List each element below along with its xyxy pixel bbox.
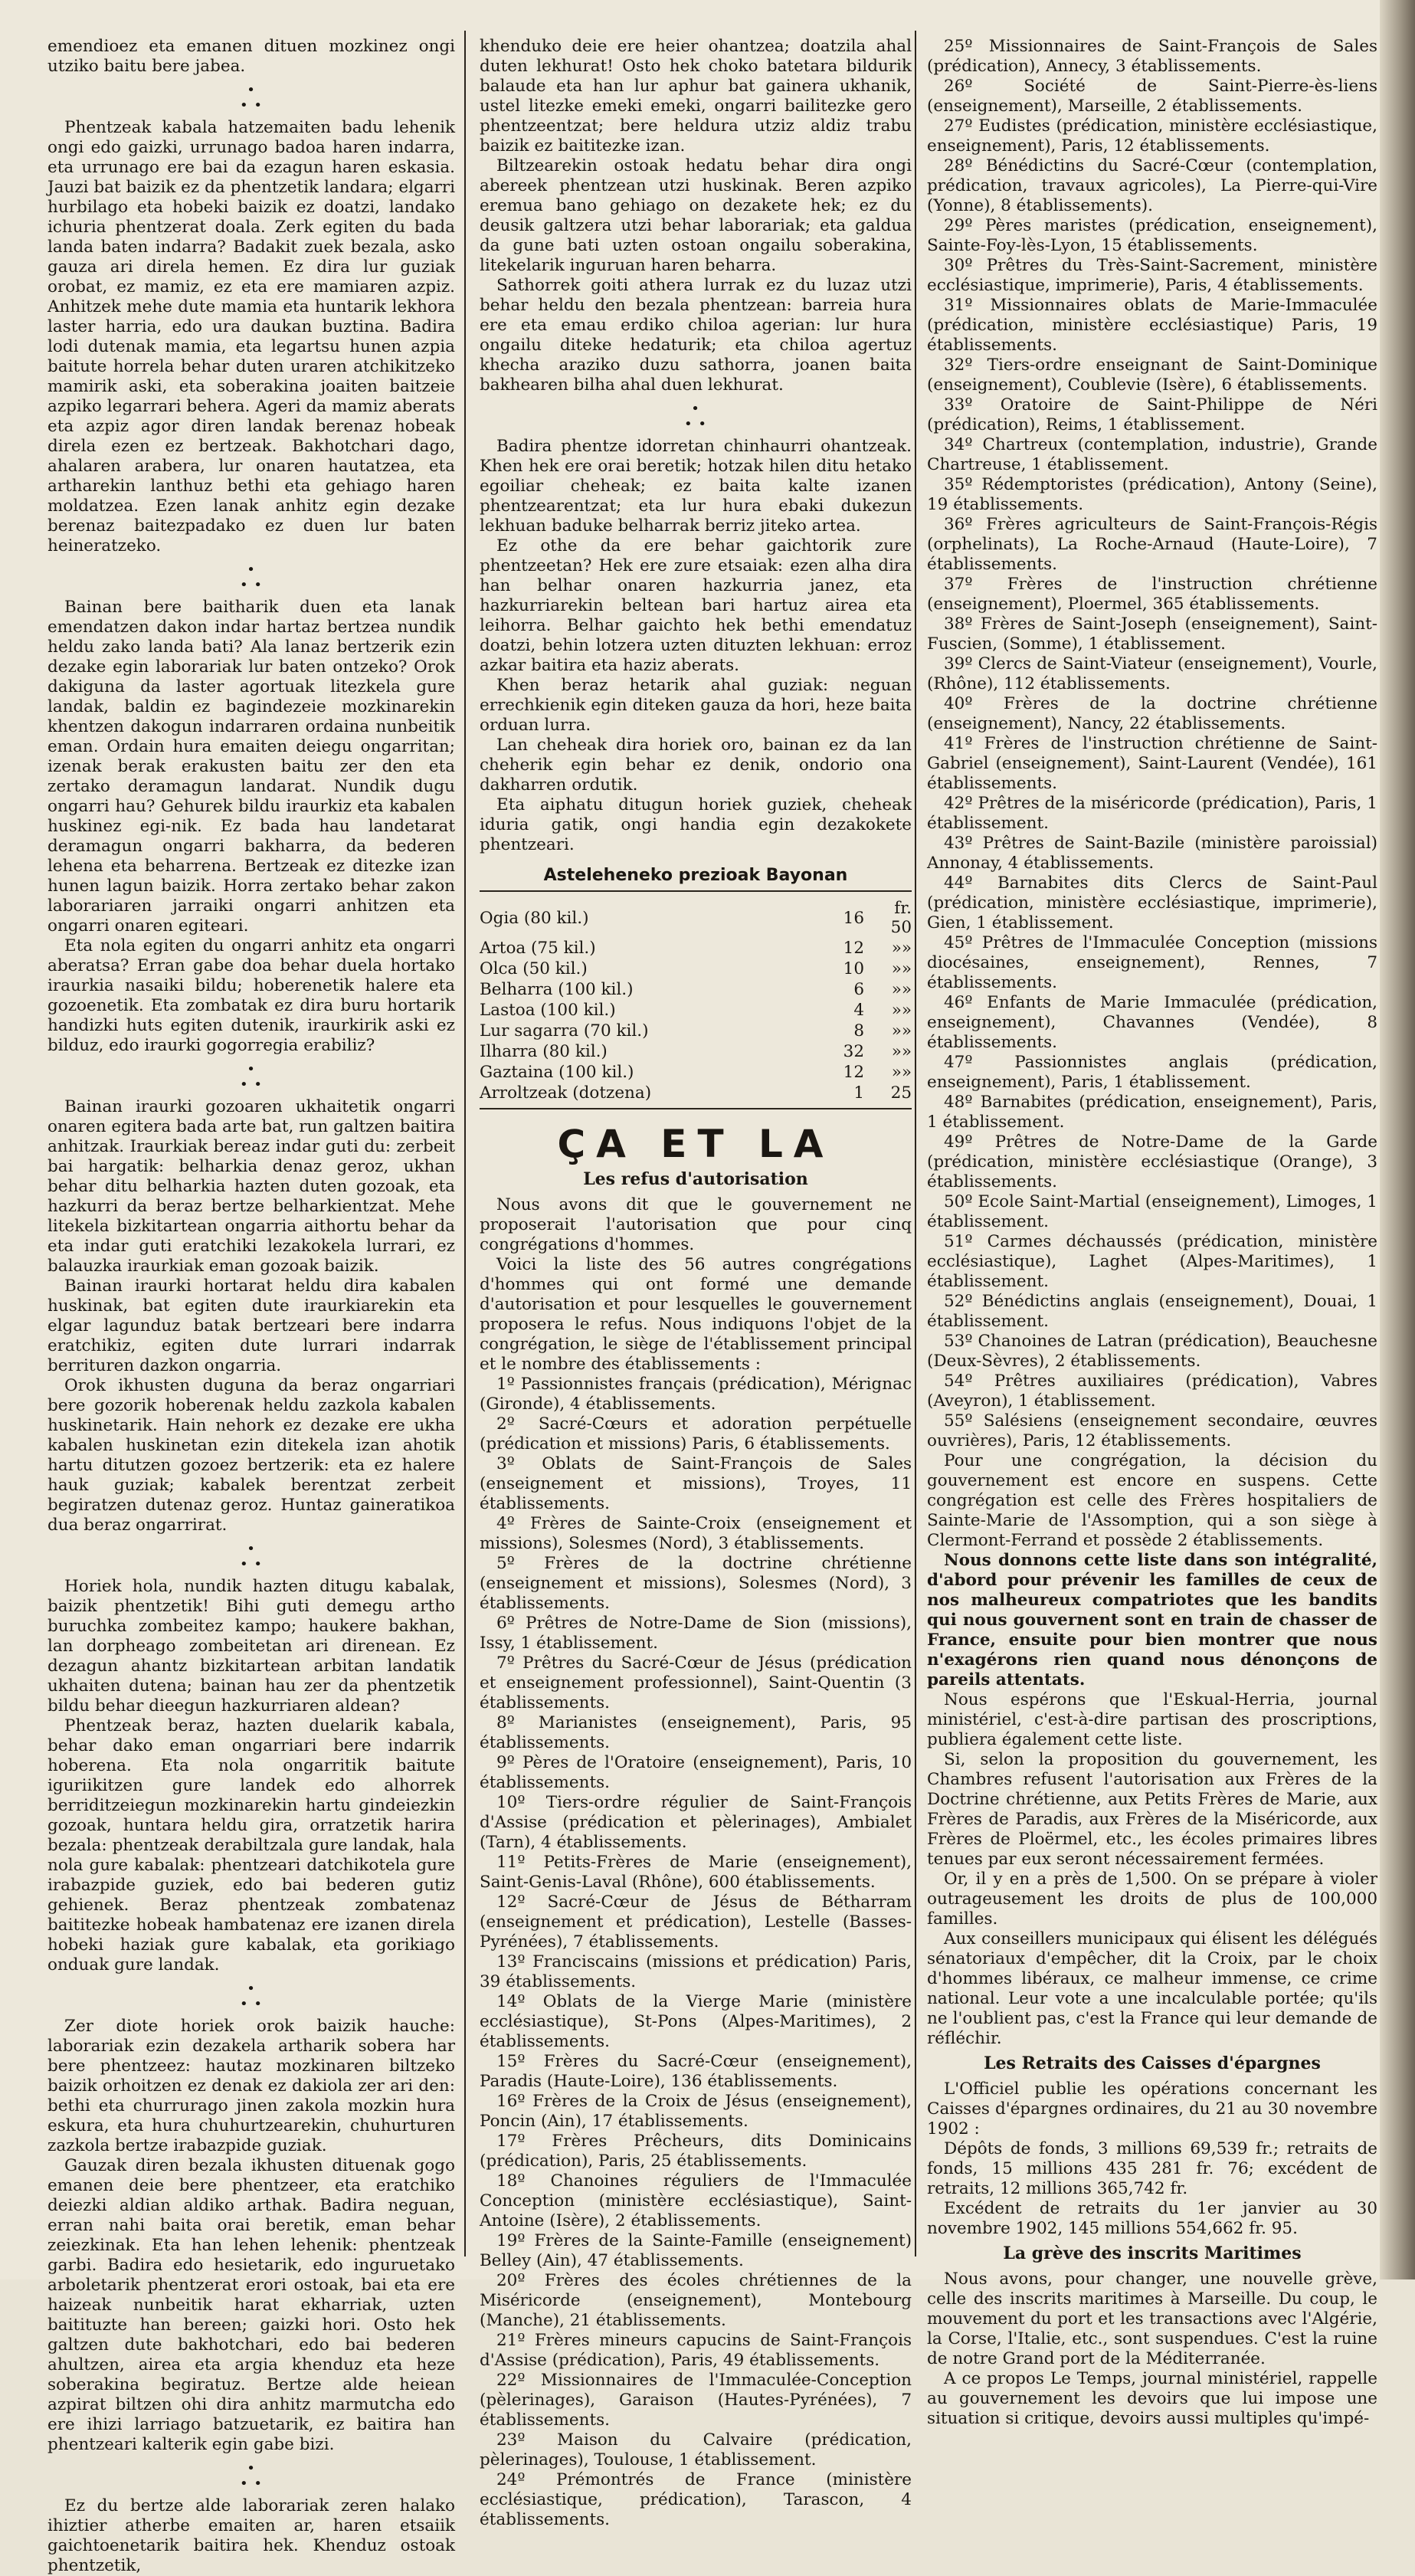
article-paragraph: Or, il y en a près de 1,500. On se prépare à violer outrageusement les droits de plus de 100,000 familles. bbox=[927, 1870, 1377, 1929]
price-unit: »» bbox=[891, 1042, 912, 1061]
congregation-item: 19º Frères de la Sainte-Famille (enseignement) Belley (Ain), 47 établissements. bbox=[480, 2231, 912, 2270]
congregation-item: 9º Pères de l'Oratoire (enseignement), Paris, 10 établissements. bbox=[480, 1753, 912, 1792]
section-ornament: • • • bbox=[240, 82, 263, 113]
price-item: Artoa (75 kil.) bbox=[480, 939, 596, 958]
article-heading: Les Retraits des Caisses d'épargnes bbox=[984, 2053, 1321, 2073]
congregation-item: 27º Eudistes (prédication, ministère ecclésiastique, enseignement), Paris, 12 établissements. bbox=[927, 116, 1377, 156]
price-unit: 25 bbox=[890, 1083, 912, 1103]
article-paragraph: Eta nola egiten du ongarri anhitz eta ongarri aberatsa? Erran gabe doa behar duela hortako iraurkia nasaiki bildu; hoberenetik halere eta gozoenetik. Eta zombatak ez dira buru hortarik handizki huts egiten dutenik, iraurkirik aski ez bilduz, edo iraurki gogorregia erabiliz? bbox=[47, 936, 455, 1055]
article-paragraph: Ez du bertze alde laborariak zeren halako ihiztier atherbe emaiten ar, haren etsaiik gaichtoenetarik baitira hek. Khenduz ostoak phentzetik, bbox=[47, 2496, 455, 2575]
article-paragraph: Gauzak diren bezala ikhusten dituenak gogo emanen deie bere phentzeer, eta eratchiko deiezki aldian aldiko arthak. Badira neguan, erran nahi baita orai beretik, eman behar zeiezkinak. Eta han lehen lehenik: phentzeak garbi. Badira edo hesietarik, edo inguruetako arboletarik phentzerat erori ostoak, bai eta ere haizeak nunbeitik harat ekharriak, uzten baitituzte han bereen; gaizki hori. Osto hek galtzen dute bakhotchari, edo bai bederen ahultzen, airea eta argia khenduz eta heze soberakina begiratuz. Bertze alde heiean azpirat biltzen ohi dira anhitz marmutcha edo ere ihizi larriago batzuetarik, ez baitira han phentzeari kalterik egin gabe bizi. bbox=[47, 2156, 455, 2454]
prices-heading: Asteleheneko prezioak Bayonan bbox=[480, 866, 912, 892]
congregation-item: 53º Chanoines de Latran (prédication), Beauchesne (Deux-Sèvres), 2 établissements. bbox=[927, 1332, 1377, 1371]
congregation-item: 17º Frères Prêcheurs, dits Dominicains (prédication), Paris, 25 établissements. bbox=[480, 2132, 912, 2171]
section-masthead: ÇA ET LA bbox=[557, 1122, 834, 1166]
price-row bbox=[480, 1021, 912, 1041]
price-unit: »» bbox=[891, 959, 912, 978]
price-row bbox=[480, 1041, 912, 1062]
price-value: 16 bbox=[843, 908, 864, 928]
prices-table bbox=[480, 898, 912, 1103]
article-paragraph: Lan cheheak dira horiek oro, bainan ez da lan cheherik egin behar ez denik, ondorio ona dakharren ordutik. bbox=[480, 736, 912, 795]
congregation-item: 21º Frères mineurs capucins de Saint-François d'Assise (prédication), Paris, 49 établissements. bbox=[480, 2331, 912, 2370]
price-value: 10 bbox=[843, 959, 864, 978]
column-rule-left bbox=[464, 31, 466, 2256]
article-paragraph: Pour une congrégation, la décision du gouvernement est encore en suspens. Cette congrégation est celle des Frères hospitaliers de Sainte-Marie de l'Assomption, qui a son siège à Clermont-Ferrand et possède 2 établissements. bbox=[927, 1451, 1377, 1550]
price-item: Ogia (80 kil.) bbox=[480, 908, 589, 928]
price-unit: fr. 50 bbox=[890, 899, 912, 937]
congregation-item: 51º Carmes déchaussés (prédication, ministère ecclésiastique), Laghet (Alpes-Maritimes), 1 établissement. bbox=[927, 1232, 1377, 1291]
price-item: Arroltzeak (dotzena) bbox=[480, 1083, 652, 1103]
article-paragraph: A ce propos Le Temps, journal ministériel, rappelle au gouvernement les devoirs que lui impose une situation si critique, devoirs aussi multiples qu'impé- bbox=[927, 2369, 1377, 2428]
price-item: Lur sagarra (70 kil.) bbox=[480, 1021, 649, 1041]
article-heading: Les refus d'autorisation bbox=[583, 1169, 808, 1189]
article-paragraph: Si, selon la proposition du gouvernement, les Chambres refusent l'autorisation aux Frères de la Doctrine chrétienne, aux Petits Frères de Marie, aux Frères de Paradis, aux Frères de la Miséricorde, aux Frères de Ploërmel, etc., les écoles primaires libres tenues par eux seront nécessairement fermées. bbox=[927, 1750, 1377, 1869]
congregation-item: 11º Petits-Frères de Marie (enseignement), Saint-Genis-Laval (Rhône), 600 établissements. bbox=[480, 1853, 912, 1892]
congregation-item: 31º Missionnaires oblats de Marie-Immaculée (prédication, ministère ecclésiastique) Paris, 19 établissements. bbox=[927, 296, 1377, 355]
congregation-item: 41º Frères de l'instruction chrétienne de Saint-Gabriel (enseignement), Saint-Laurent (Vendée), 161 établissements. bbox=[927, 734, 1377, 793]
article-paragraph: Voici la liste des 56 autres congrégations d'hommes qui ont formé une demande d'autorisation et pour lesquelles le gouvernement proposera le refus. Nous indiquons l'objet de la congrégation, le siège de l'établissement principal et le nombre des établissements : bbox=[480, 1255, 912, 1374]
article-paragraph: Phentzeak kabala hatzemaiten badu lehenik ongi edo gaizki, urrunago badoa haren indarra, eta urrunago ere bai da ezagun haren eskasia. Jauzi bat baizik ez da phentzetik landara; elgarri hurbilago eta hobeki baizik ez doatzi, landako ichuria phentzerat doala. Zerk egiten du bada landa baten indarra? Badakit zuek bezala, asko gauza ari direla hemen. Ez dira lur guziak orobat, ez mamiz, ez eta ere mamiaren azpiz. Anhitzek mehe dute mamia eta huntarik lekhora laster harria, edo ura daukan buztina. Badira lodi dutenak mamia, eta legartsu hunen azpia baitute horrela behar duten uraren atchikitzeko mamirik aski, eta soberakina joaiten baitzeie azpiko legarrari behera. Ageri da mamiz aberats eta azpiz agor diren landak berenaz hobeak direla ezen ez bertzeak. Bakhotchari dago, ahalaren arabera, lur onaren hautatzea, eta artharekin lanthuz bethi eta gehiago haren moldatzea. Ezen lanak anhitz egin dezake berenaz baitezpadako ez duen lur baten heineratzeko. bbox=[47, 118, 455, 556]
column-rule-right bbox=[915, 31, 916, 2256]
price-unit: »» bbox=[891, 1001, 912, 1020]
price-value: 32 bbox=[843, 1042, 864, 1061]
price-unit: »» bbox=[891, 1021, 912, 1041]
article-paragraph: Zer diote horiek orok baizik hauche: laborariak ezin dezakela artharik sobera har bere phentzeez: hautaz mozkinaren biltzeko baizik orhoitzen ez denak ez dakiola zer ari den: bethi eta churrurago jinen zakola mozkin hura eskura, eta hura chuhurtzearekin, chuhurturen zazkola bertze irabazpide guziak. bbox=[47, 2017, 455, 2155]
article-paragraph: emendioez eta emanen dituen mozkinez ongi utziko baitu bere jabea. bbox=[47, 37, 455, 76]
congregation-item: 32º Tiers-ordre enseignant de Saint-Dominique (enseignement), Coublevie (Isère), 6 établissements. bbox=[927, 356, 1377, 395]
article-paragraph: Bainan bere baitharik duen eta lanak emendatzen dakon indar hartaz bertzea nundik heldu zako landa bati? Ala lanaz bertzerik ezin dezake egin laborariak lur baten ontzeko? Orok dakiguna da laster agortuak litezkela gure landak, baldin ez bagindezeie mozkinarekin khentzen dakogun indarraren ordaina nunbeitik eman. Ordain hura emaiten deiegu ongarritan; izenak berak erakusten baitu zer den eta zertako deramagun landarat. Nundik dugu ongarri hau? Gehurek bildu iraurkiz eta kabalen huskinez egi-nik. Ez bada hau landetarat deramagun ongarri bakharra, da bederen lehena eta beharrena. Bertzeak ez ditezke izan hunen lagun baizik. Horra zertako behar zakon laborariaren jarraiki ongarri anhitzen eta ongarri onaren egiteari. bbox=[47, 598, 455, 936]
article-paragraph: Excédent de retraits du 1er janvier au 30 novembre 1902, 145 millions 554,662 fr. 95. bbox=[927, 2199, 1377, 2238]
article-paragraph: L'Officiel publie les opérations concernant les Caisses d'épargnes ordinaires, du 21 au 30 novembre 1902 : bbox=[927, 2079, 1377, 2138]
article-heading: La grève des inscrits Maritimes bbox=[1003, 2243, 1302, 2263]
column-basque-left bbox=[47, 37, 455, 2575]
congregation-item: 49º Prêtres de Notre-Dame de la Garde (prédication, ministère ecclésiastique (Orange), 3 établissements. bbox=[927, 1132, 1377, 1191]
congregation-item: 3º Oblats de Saint-François de Sales (enseignement et missions), Troyes, 11 établissements. bbox=[480, 1454, 912, 1513]
congregation-item: 22º Missionnaires de l'Immaculée-Conception (pèlerinages), Garaison (Hautes-Pyrénées), 7 établissements. bbox=[480, 2371, 912, 2430]
article-paragraph: Eta aiphatu ditugun horiek guziek, cheheak iduria gatik, ongi handia egin dezakokete phentzeari. bbox=[480, 795, 912, 854]
price-value: 8 bbox=[853, 1021, 864, 1041]
congregation-item: 36º Frères agriculteurs de Saint-François-Régis (orphelinats), La Roche-Arnaud (Haute-Loire), 7 établissements. bbox=[927, 515, 1377, 574]
congregation-item: 14º Oblats de la Vierge Marie (ministère ecclésiastique), St-Pons (Alpes-Maritimes), 2 établissements. bbox=[480, 1992, 912, 2051]
congregation-item: 44º Barnabites dits Clercs de Saint-Paul (prédication, ministère ecclésiastique, imprimerie), Gien, 1 établissement. bbox=[927, 873, 1377, 932]
congregation-item: 20º Frères des écoles chrétiennes de la Miséricorde (enseignement), Montebourg (Manche), 21 établissements. bbox=[480, 2271, 912, 2330]
article-paragraph: Horiek hola, nundik hazten ditugu kabalak, baizik phentzetik! Bihi guti demegu artho buruchka zombeitez kampo; haukere bakhan, lan dorpheago zombeitetan ari direnean. Ez dezagun ahantz bizkitartean arbitan landatik ukhaiten dutena; bainan hau zer da phentzetik bildu behar dieegun hazkurriaren aldean? bbox=[47, 1577, 455, 1716]
price-row bbox=[480, 1062, 912, 1083]
congregation-item: 46º Enfants de Marie Immaculée (prédication, enseignement), Chavannes (Vendée), 8 établissements. bbox=[927, 993, 1377, 1052]
congregation-item: 45º Prêtres de l'Immaculée Conception (missions diocésaines, enseignement), Rennes, 7 établissements. bbox=[927, 933, 1377, 992]
price-value: 12 bbox=[843, 1063, 864, 1082]
price-item: Ilharra (80 kil.) bbox=[480, 1042, 608, 1061]
price-row bbox=[480, 959, 912, 979]
congregation-item: 10º Tiers-ordre régulier de Saint-François d'Assise (prédication et pèlerinages), Ambialet (Tarn), 4 établissements. bbox=[480, 1793, 912, 1852]
congregation-item: 2º Sacré-Cœurs et adoration perpétuelle (prédication et missions) Paris, 6 établissements. bbox=[480, 1414, 912, 1454]
congregation-item: 42º Prêtres de la miséricorde (prédication), Paris, 1 établissement. bbox=[927, 794, 1377, 833]
article-paragraph: Orok ikhusten duguna da beraz ongarriari bere gozorik hoberenak heldu zazkola kabalen huskinetarik. Hain nehork ez dezake ere ukha kabalen huskinetan ezin ditekela izan ahotik hartu ditutzen gozoez bertzerik: eta ez halere hauk guziak; kabalek berentzat zerbeit begiratzen dutenaz geroz. Huntaz gaineratikoa dua beraz ongarrirat. bbox=[47, 1376, 455, 1535]
price-item: Lastoa (100 kil.) bbox=[480, 1001, 616, 1020]
section-ornament: • • • bbox=[240, 562, 263, 593]
section-ornament: • • • bbox=[240, 1061, 263, 1093]
congregation-item: 15º Frères du Sacré-Cœur (enseignement), Paradis (Haute-Loire), 136 établissements. bbox=[480, 2052, 912, 2091]
price-row bbox=[480, 898, 912, 938]
page-binding-edge bbox=[1380, 0, 1415, 2279]
price-unit: »» bbox=[891, 1063, 912, 1082]
congregation-item: 48º Barnabites (prédication, enseignement), Paris, 1 établissement. bbox=[927, 1093, 1377, 1132]
congregation-item: 18º Chanoines réguliers de l'Immaculée Conception (ministère ecclésiastique), Saint-Antoine (Isère), 2 établissements. bbox=[480, 2171, 912, 2230]
congregation-list bbox=[927, 37, 1377, 1451]
congregation-item: 35º Rédemptoristes (prédication), Antony (Seine), 19 établissements. bbox=[927, 475, 1377, 514]
article-paragraph: Sathorrek goiti athera lurrak ez du luzaz utzi behar heldu den bezala phentzean: barreia hura ere eta emau erdiko chiloa agerian: lur hura ongailu diteke hedaturik; eta chiloa agertuz khecha araziko duzu sathorra, joanen baita bakhearen bilha ahal duen lekhurat. bbox=[480, 276, 912, 395]
article-paragraph: Ez othe da ere behar gaichtorik zure phentzeetan? Hek ere zure etsaiak: ezen alha dira han belhar onaren hazkurria janez, eta hazkurriarekin beltean bari hartuz airea eta leihorra. Belhar gaichto hek bethi emendatuz doatzi, behin lotzera uzten dituzten lekhuan: erroz azkar baitira eta haziz aberats. bbox=[480, 536, 912, 675]
price-row bbox=[480, 1000, 912, 1021]
price-item: Belharra (100 kil.) bbox=[480, 980, 634, 999]
congregation-item: 4º Frères de Sainte-Croix (enseignement et missions), Solesmes (Nord), 3 établissements. bbox=[480, 1514, 912, 1553]
column-right bbox=[927, 37, 1377, 2428]
congregation-item: 50º Ecole Saint-Martial (enseignement), Limoges, 1 établissement. bbox=[927, 1192, 1377, 1231]
price-item: Gaztaina (100 kil.) bbox=[480, 1063, 634, 1082]
price-unit: »» bbox=[891, 980, 912, 999]
price-value: 12 bbox=[843, 939, 864, 958]
congregation-item: 7º Prêtres du Sacré-Cœur de Jésus (prédication et enseignement professionnel), Saint-Quentin (3 établissements. bbox=[480, 1653, 912, 1712]
congregation-item: 54º Prêtres auxiliaires (prédication), Vabres (Aveyron), 1 établissement. bbox=[927, 1372, 1377, 1411]
section-ornament: • • • bbox=[240, 1541, 263, 1572]
congregation-item: 26º Société de Saint-Pierre-ès-liens (enseignement), Marseille, 2 établissements. bbox=[927, 77, 1377, 116]
congregation-item: 34º Chartreux (contemplation, industrie), Grande Chartreuse, 1 établissement. bbox=[927, 435, 1377, 474]
congregation-item: 25º Missionnaires de Saint-François de Sales (prédication), Annecy, 3 établissements. bbox=[927, 37, 1377, 76]
article-paragraph: Aux conseillers municipaux qui élisent les délégués sénatoriaux d'empêcher, dit la Croix, par le choix d'hommes libéraux, ce malheur immense, ce crime national. Leur vote a une incalculable portée; qu'ils ne l'oublient pas, c'est la France qui leur demande de réfléchir. bbox=[927, 1929, 1377, 2048]
congregation-item: 23º Maison du Calvaire (prédication, pèlerinages), Toulouse, 1 établissement. bbox=[480, 2430, 912, 2469]
congregation-item: 5º Frères de la doctrine chrétienne (enseignement et missions), Solesmes (Nord), 3 établissements. bbox=[480, 1554, 912, 1613]
congregation-item: 39º Clercs de Saint-Viateur (enseignement), Vourle, (Rhône), 112 établissements. bbox=[927, 654, 1377, 693]
congregation-item: 28º Bénédictins du Sacré-Cœur (contemplation, prédication, travaux agricoles), La Pierre-qui-Vire (Yonne), 8 établissements). bbox=[927, 156, 1377, 215]
article-paragraph: Nous avons dit que le gouvernement ne proposerait l'autorisation que pour cinq congrégations d'hommes. bbox=[480, 1195, 912, 1254]
price-row bbox=[480, 938, 912, 959]
price-row bbox=[480, 979, 912, 1000]
section-ornament: • • • bbox=[684, 401, 707, 432]
price-item: Olca (50 kil.) bbox=[480, 959, 588, 978]
price-value: 6 bbox=[853, 980, 864, 999]
article-paragraph: khenduko deie ere heier ohantzea; doatzila ahal duten lekhurat! Osto hek choko batetara bildurik balaude eta han lur aphur bat gainera ukhanik, ustel litezke emeki emeki, ongarri bailitezke gero phentzeentzat; bere heldura utziz aldiz trabu baizik ez baititezke izan. bbox=[480, 37, 912, 156]
congregation-item: 55º Salésiens (enseignement secondaire, œuvres ouvrières), Paris, 12 établissements. bbox=[927, 1411, 1377, 1450]
congregation-item: 47º Passionnistes anglais (prédication, enseignement), Paris, 1 établissement. bbox=[927, 1053, 1377, 1092]
congregation-item: 52º Bénédictins anglais (enseignement), Douai, 1 établissement. bbox=[927, 1292, 1377, 1331]
congregation-item: 29º Pères maristes (prédication, enseignement), Sainte-Foy-lès-Lyon, 15 établissements. bbox=[927, 216, 1377, 255]
column-center bbox=[480, 37, 912, 2529]
congregation-item: 43º Prêtres de Saint-Bazile (ministère paroissial) Annonay, 4 établissements. bbox=[927, 834, 1377, 873]
article-paragraph: Khen beraz hetarik ahal guziak: neguan errechkienik egin diteken gauza da hori, heze baita orduan lurra. bbox=[480, 676, 912, 735]
congregation-item: 6º Prêtres de Notre-Dame de Sion (missions), Issy, 1 établissement. bbox=[480, 1614, 912, 1653]
congregation-item: 13º Franciscains (missions et prédication) Paris, 39 établissements. bbox=[480, 1952, 912, 1991]
article-paragraph: Badira phentze idorretan chinhaurri ohantzeak. Khen hek ere orai beretik; hotzak hilen ditu hetako egoiliar cheheak; ez baita kalte izanen phentzearentzat; eta lur hura ebaki dukezun lekhuan baduke belharrak berriz jiteko artea. bbox=[480, 437, 912, 536]
congregation-item: 40º Frères de la doctrine chrétienne (enseignement), Nancy, 22 établissements. bbox=[927, 694, 1377, 733]
congregation-item: 38º Frères de Saint-Joseph (enseignement), Saint-Fuscien, (Somme), 1 établissement. bbox=[927, 615, 1377, 654]
congregation-item: 12º Sacré-Cœur de Jésus de Bétharram (enseignement et prédication), Lestelle (Basses-Pyrénées), 7 établissements. bbox=[480, 1893, 912, 1952]
prices-table-wrap bbox=[480, 898, 912, 1109]
article-paragraph: Nous espérons que l'Eskual-Herria, journal ministériel, c'est-à-dire partisan des proscriptions, publiera également cette liste. bbox=[927, 1690, 1377, 1749]
price-unit: »» bbox=[891, 939, 912, 958]
section-ornament: • • • bbox=[240, 1981, 263, 2012]
article-paragraph: Phentzeak beraz, hazten duelarik kabala, behar dako eman ongarriari bere indarrik hoberena. Eta nola ongarritik baitute iguriikitzen gure landek edo alhorrek berriditzeiegun mozkinarekin hartu gindeiezkin gozoak, huntara heldu gira, orratzetik harira bezala: phentzeak derabiltzala gure landak, hala nola gure kabalak: phentzeari datchikotela gure irabazpide guziek, edo bai bederen gutiz gehienek. Beraz phentzeak zombatenaz baititezke hobeak hambatenaz ere izanen direla hobeki haziak gure kabalak, eta gorikiago onduak gure landak. bbox=[47, 1716, 455, 1975]
section-ornament: • • • bbox=[240, 2460, 263, 2492]
congregation-item: 24º Prémontrés de France (ministère ecclésiastique, prédication), Tarascon, 4 établissements. bbox=[480, 2470, 912, 2529]
congregation-item: 30º Prêtres du Très-Saint-Sacrement, ministère ecclésiastique, imprimerie), Paris, 4 établissements. bbox=[927, 256, 1377, 295]
price-row bbox=[480, 1083, 912, 1103]
congregation-item: 1º Passionnistes français (prédication), Mérignac (Gironde), 4 établissements. bbox=[480, 1375, 912, 1414]
congregation-item: 33º Oratoire de Saint-Philippe de Néri (prédication), Reims, 1 établissement. bbox=[927, 395, 1377, 434]
price-value: 1 bbox=[853, 1083, 864, 1103]
article-paragraph: Bainan iraurki hortarat heldu dira kabalen huskinak, bat egiten dute iraurkiarekin eta elgar lagunduz batak bertzeari bere indarra eratchikiz, egiten dute lurrari indarrak berrituren dazkon ongarria. bbox=[47, 1277, 455, 1375]
congregation-item: 16º Frères de la Croix de Jésus (enseignement), Poncin (Ain), 17 établissements. bbox=[480, 2092, 912, 2131]
congregation-item: 8º Marianistes (enseignement), Paris, 95 établissements. bbox=[480, 1713, 912, 1752]
article-paragraph: Bainan iraurki gozoaren ukhaitetik ongarri onaren egitera bada arte bat, run galtzen baitira anhitzak. Iraurkiak bereaz indar guti du: zerbeit bai hargatik: belharkia denaz geroz, ukhan behar ditu belharkia hazten duten gozoak, eta hazkurri da beraz bertze belharkientzat. Mehe litekela bizkitartean ongarria aithortu behar da eta indar guti eratchiki lezakokela lurrari, ez balauzka iraurkiak eman gozoak baizik. bbox=[47, 1097, 455, 1276]
article-paragraph: Biltzearekin ostoak hedatu behar dira ongi abereek phentzean utzi huskinak. Beren azpiko eremua bano gehiago on dezakete hek; ez du deusik galtzera utzi behar laborariak; eta galdua da gune bati uzten ostoan ongailu soberakina, litekelarik inguruan haren beharra. bbox=[480, 156, 912, 275]
article-paragraph: Dépôts de fonds, 3 millions 69,539 fr.; retraits de fonds, 15 millions 435 281 fr. 76; excédent de retraits, 12 millions 365,742 fr. bbox=[927, 2139, 1377, 2198]
price-value: 4 bbox=[853, 1001, 864, 1020]
article-paragraph: Nous avons, pour changer, une nouvelle grève, celle des inscrits maritimes à Marseille. Du coup, le mouvement du port et les transactions avec l'Algérie, la Corse, l'Italie, etc., sont suspendues. C'est la ruine de notre Grand port de la Méditerranée. bbox=[927, 2270, 1377, 2368]
article-paragraph-bold: Nous donnons cette liste dans son intégralité, d'abord pour prévenir les familles de ceux de nos malheureux compatriotes que les bandits qui nous gouvernent sont en train de chasser de France, ensuite pour bien montrer que nous n'exagérons rien quand nous dénonçons de pareils attentats. bbox=[927, 1551, 1377, 1689]
congregation-list bbox=[480, 1375, 912, 2530]
congregation-item: 37º Frères de l'instruction chrétienne (enseignement), Ploermel, 365 établissements. bbox=[927, 575, 1377, 614]
